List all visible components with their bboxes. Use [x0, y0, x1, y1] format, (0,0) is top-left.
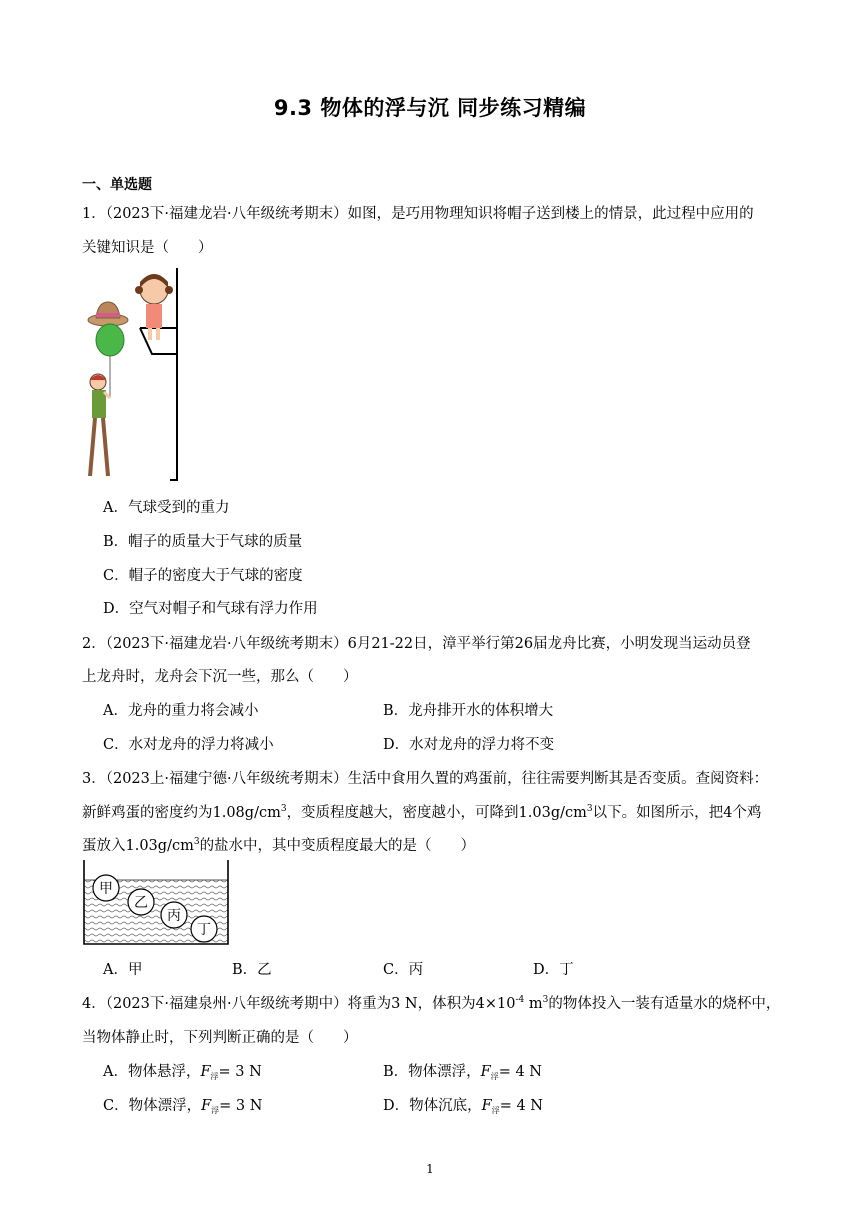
section-heading: 一、单选题	[82, 177, 152, 193]
q3-option-c: C．丙	[383, 962, 424, 978]
q4-option-b: B．物体漂浮，$F_浮= 4$ N	[383, 1064, 542, 1081]
q4-option-a: A．物体悬浮，$F_浮= 3$ N	[103, 1064, 262, 1081]
svg-text:乙: 乙	[134, 895, 148, 911]
svg-text:丁: 丁	[197, 922, 211, 938]
q1-option-b: B．帽子的质量大于气球的质量	[103, 534, 303, 550]
q4-stem-line1: 4．（2023下·福建泉州·八年级统考期中）将重为3 N，体积为$4\times 10^{-4}$ $m^3$的物体投入一装有适量水的烧杯中，	[82, 995, 781, 1012]
q3-stem-line2: 新鲜鸡蛋的密度约为$1.08g/cm^3$，变质程度越大，密度越小，可降到$1.03g/cm^3$以下。如图所示，把4个鸡	[82, 804, 762, 821]
q1-stem-line2: 关键知识是（ ）	[82, 240, 213, 256]
egg-jia	[93, 875, 119, 901]
svg-text:丙: 丙	[167, 908, 181, 924]
page-number: 1	[426, 1162, 434, 1176]
q3-option-b: B．乙	[232, 962, 272, 978]
q2-stem-line1: 2．（2023下·福建龙岩·八年级统考期末）6月21-22日，漳平举行第26届龙舟比赛，小明发现当运动员登	[82, 636, 751, 652]
q4-option-d: D．物体沉底，$F_浮= 4$ N	[383, 1098, 543, 1115]
svg-text:甲: 甲	[99, 881, 113, 897]
q3-stem-line1: 3．（2023上·福建宁德·八年级统考期末）生活中食用久置的鸡蛋前，往往需要判断其是否变质。查阅资料：	[82, 771, 769, 787]
page-title: 9.3 物体的浮与沉 同步练习精编	[273, 96, 587, 120]
egg-yi	[128, 889, 154, 915]
q2-option-b: B．龙舟排开水的体积增大	[383, 703, 554, 719]
q1-option-a: A．气球受到的重力	[103, 500, 230, 516]
egg-bing	[161, 902, 187, 928]
q2-option-c: C．水对龙舟的浮力将减小	[103, 737, 274, 753]
q1-option-c: C．帽子的密度大于气球的密度	[103, 568, 303, 584]
q3-option-d: D．丁	[533, 962, 574, 978]
q3-beaker-diagram	[82, 860, 232, 948]
q3-option-a: A．甲	[103, 962, 143, 978]
q4-stem-line2: 当物体静止时，下列判断正确的是（ ）	[82, 1030, 358, 1046]
egg-ding	[191, 916, 217, 942]
q1-illustration	[82, 268, 182, 484]
q1-stem-line1: 1．（2023下·福建龙岩·八年级统考期末）如图，是巧用物理知识将帽子送到楼上的情景，此过程中应用的	[82, 206, 754, 222]
q2-option-d: D．水对龙舟的浮力将不变	[383, 737, 555, 753]
q2-stem-line2: 上龙舟时，龙舟会下沉一些，那么（ ）	[82, 669, 358, 685]
q4-option-c: C．物体漂浮，$F_浮= 3$ N	[103, 1098, 263, 1115]
q2-option-a: A．龙舟的重力将会减小	[103, 703, 259, 719]
q1-option-d: D．空气对帽子和气球有浮力作用	[103, 601, 318, 617]
q3-stem-line3: 蛋放入$1.03g/cm^3$的盐水中，其中变质程度最大的是（ ）	[82, 837, 476, 854]
